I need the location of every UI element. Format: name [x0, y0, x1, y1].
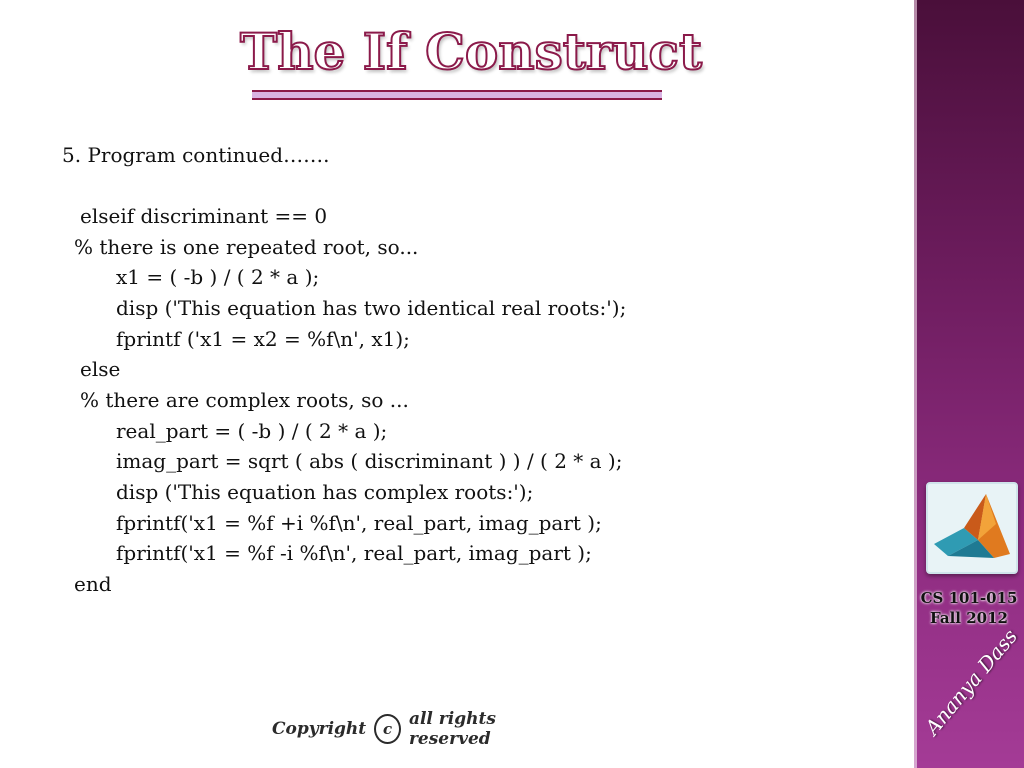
code-line: real_part = ( -b ) / ( 2 * a ); [116, 419, 388, 443]
copyright-suffix: all rights reserved [408, 709, 496, 749]
author-signature: Ananya Dass [920, 624, 1023, 740]
code-line: disp ('This equation has two identical real roots:'); [116, 296, 627, 320]
matlab-logo-graphic [928, 484, 1016, 572]
course-term: Fall 2012 [930, 609, 1008, 627]
code-line: fprintf('x1 = %f -i %f\n', real_part, imag_part ); [116, 541, 592, 565]
code-line: x1 = ( -b ) / ( 2 * a ); [116, 265, 320, 289]
copyright-prefix: Copyright [272, 719, 367, 739]
code-line: fprintf ('x1 = x2 = %f\n', x1); [116, 327, 410, 351]
course-code: CS 101-015 [920, 589, 1018, 607]
course-info [914, 588, 1024, 628]
code-line: end [74, 572, 112, 596]
comment-line: % there is one repeated root, so... [74, 235, 419, 259]
title-area [240, 20, 703, 84]
copyright-notice [272, 709, 562, 749]
sidebar-edge [914, 0, 917, 768]
code-line: imag_part = sqrt ( abs ( discriminant ) ) / ( 2 * a ); [116, 449, 623, 473]
slide-title: The If Construct [240, 22, 703, 81]
code-line: elseif discriminant == 0 [80, 204, 328, 228]
sidebar [914, 0, 1024, 768]
code-line: else [80, 357, 121, 381]
code-line: disp ('This equation has complex roots:'); [116, 480, 534, 504]
comment-line: % there are complex roots, so ... [80, 388, 409, 412]
title-underline [252, 90, 662, 100]
body-line-heading: 5. Program continued……. [62, 143, 330, 167]
copyright-icon: c [374, 714, 401, 744]
matlab-logo-icon [926, 482, 1018, 574]
code-line: fprintf('x1 = %f +i %f\n', real_part, imag_part ); [116, 511, 602, 535]
